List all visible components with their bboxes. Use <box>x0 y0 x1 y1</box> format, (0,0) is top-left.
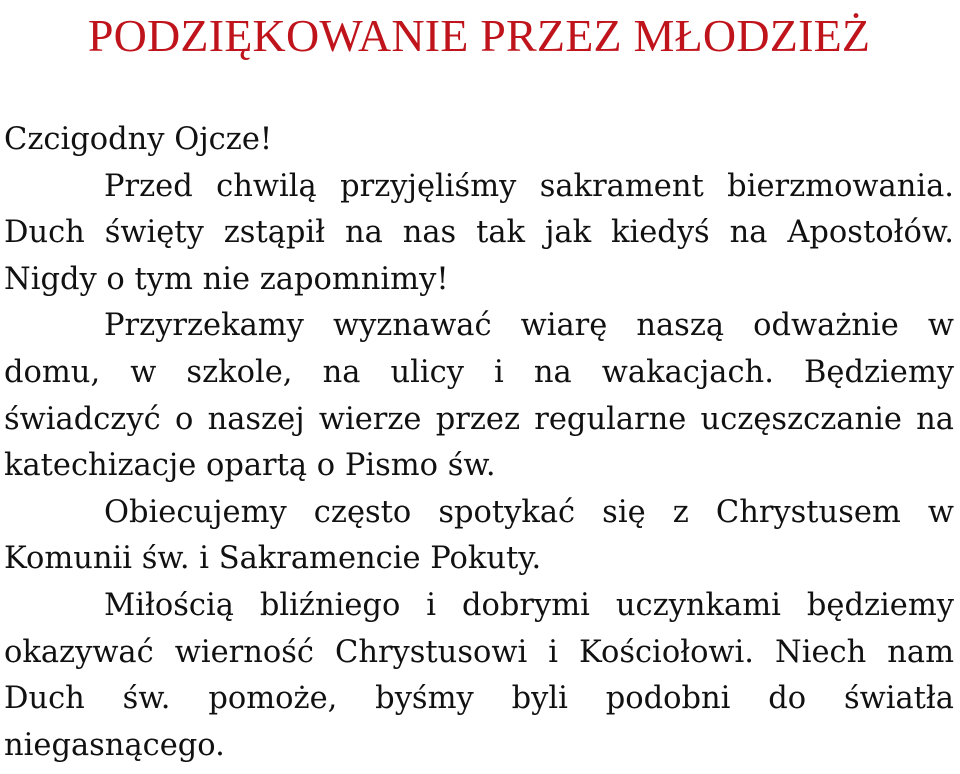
paragraph-2: Przyrzekamy wyznawać wiarę naszą odważnie w domu, w szkole, na ulicy i na wakacjach. Będziemy świadczyć o naszej wierze przez regularne uczęszczanie na katechizacje opartą o Pismo św. <box>4 308 954 484</box>
paragraph-1: Przed chwilą przyjęliśmy sakrament bierzmowania. Duch święty zstąpił na nas tak jak kiedyś na Apostołów. Nigdy o tym nie zapomnimy! <box>4 168 954 297</box>
greeting: Czcigodny Ojcze! <box>4 122 273 157</box>
paragraph-4: Miłością bliźniego i dobrymi uczynkami będziemy okazywać wierność Chrystusowi i Kościołowi. Niech nam Duch św. pomoże, byśmy byli podobni do światła niegasnącego. <box>4 587 954 763</box>
document-body <box>4 117 954 769</box>
document-title: PODZIĘKOWANIE PRZEZ MŁODZIEŻ <box>87 10 871 61</box>
paragraph-3: Obiecujemy często spotykać się z Chrystusem w Komunii św. i Sakramencie Pokuty. <box>4 494 954 577</box>
